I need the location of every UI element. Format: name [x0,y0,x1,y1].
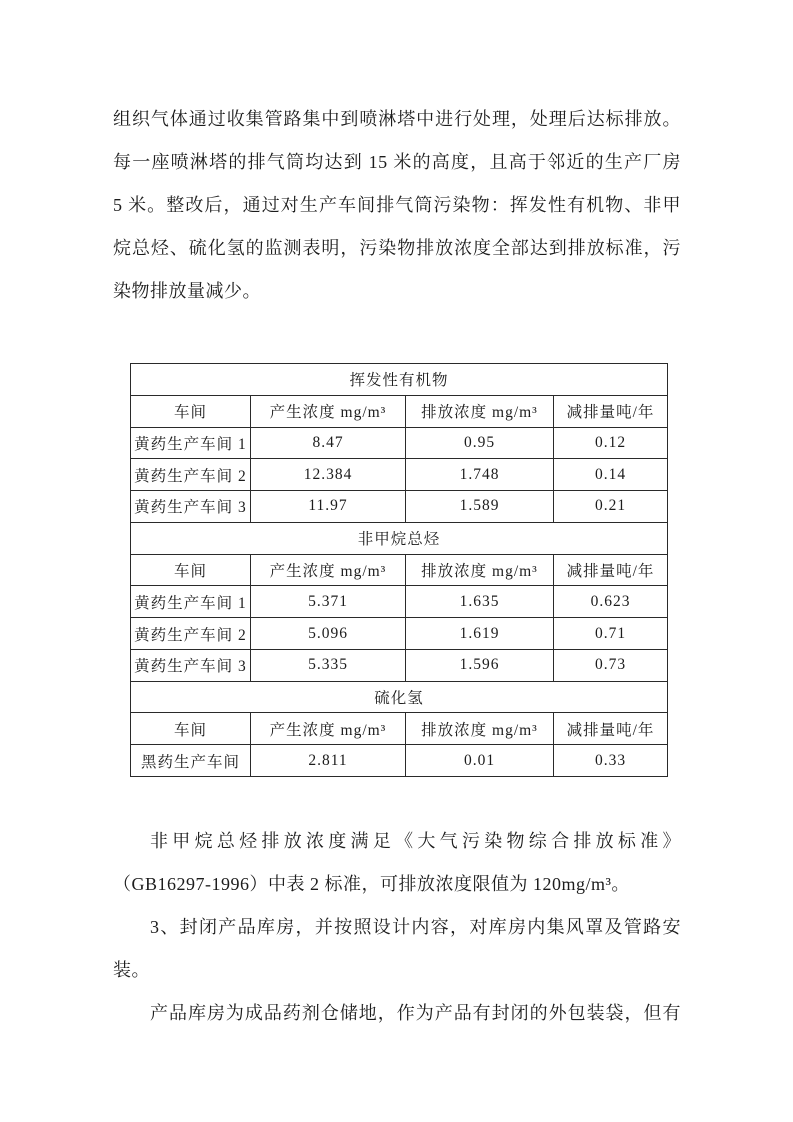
table-cell: 2.811 [251,745,406,777]
table-section-title: 非甲烷总烃 [131,522,668,554]
table-column-header: 车间 [131,554,251,586]
table-cell: 0.33 [554,745,668,777]
paragraph-line: 5 米。整改后，通过对生产车间排气筒污染物：挥发性有机物、非甲 [113,195,681,215]
table-cell: 0.14 [554,459,668,491]
table-column-header: 产生浓度 mg/m³ [251,713,406,745]
table-column-header: 产生浓度 mg/m³ [251,554,406,586]
table-cell: 黄药生产车间 1 [131,427,251,459]
table-header-row [131,554,668,586]
table-cell: 黄药生产车间 2 [131,459,251,491]
table-cell: 5.335 [251,649,406,681]
table-column-header: 排放浓度 mg/m³ [406,554,554,586]
table-cell: 12.384 [251,459,406,491]
paragraph-line: 非甲烷总烃排放浓度满足《大气污染物综合排放标准》 [150,831,681,851]
table-row [131,459,668,491]
paragraph-line: （GB16297-1996）中表 2 标准，可排放浓度限值为 120mg/m³。 [113,874,630,894]
table-cell: 5.096 [251,618,406,650]
paragraphs-bottom [113,820,681,1035]
paragraph-line: 装。 [113,960,150,980]
table-cell: 0.95 [406,427,554,459]
table-cell: 5.371 [251,586,406,618]
table-row [131,618,668,650]
table-header-row [131,713,668,745]
table-row [131,491,668,523]
paragraph-line: 烷总烃、硫化氢的监测表明，污染物排放浓度全部达到排放标准，污 [113,238,681,258]
table-row [131,745,668,777]
table-cell: 0.623 [554,586,668,618]
table-section-title-row [131,522,668,554]
table-cell: 1.748 [406,459,554,491]
table-header-row [131,395,668,427]
paragraph-line: 染物排放量减少。 [113,281,261,301]
table-row [131,427,668,459]
table-cell: 黄药生产车间 3 [131,649,251,681]
table-section-title-row [131,364,668,396]
table-column-header: 排放浓度 mg/m³ [406,713,554,745]
paragraph-line: 3、封闭产品库房，并按照设计内容，对库房内集风罩及管路安 [150,917,681,937]
table-cell: 0.12 [554,427,668,459]
table-column-header: 减排量吨/年 [554,554,668,586]
table-cell: 0.71 [554,618,668,650]
table-cell: 0.21 [554,491,668,523]
table-cell: 黑药生产车间 [131,745,251,777]
table-cell: 0.01 [406,745,554,777]
paragraph-line: 每一座喷淋塔的排气筒均达到 15 米的高度，且高于邻近的生产厂房 [113,152,681,172]
table-cell: 1.635 [406,586,554,618]
table-section-title-row [131,681,668,713]
table-column-header: 车间 [131,395,251,427]
table-cell: 1.589 [406,491,554,523]
paragraph-line: 产品库房为成品药剂仓储地，作为产品有封闭的外包装袋，但有 [150,1003,681,1023]
table-cell: 1.619 [406,618,554,650]
table-cell: 11.97 [251,491,406,523]
table-cell: 8.47 [251,427,406,459]
table-column-header: 减排量吨/年 [554,395,668,427]
table-cell: 黄药生产车间 1 [131,586,251,618]
table-section-title: 挥发性有机物 [131,364,668,396]
table-column-header: 车间 [131,713,251,745]
table-column-header: 排放浓度 mg/m³ [406,395,554,427]
table-row [131,586,668,618]
table-column-header: 减排量吨/年 [554,713,668,745]
table-section-title: 硫化氢 [131,681,668,713]
emissions-table [130,363,668,777]
table-column-header: 产生浓度 mg/m³ [251,395,406,427]
table-cell: 0.73 [554,649,668,681]
paragraph-line: 组织气体通过收集管路集中到喷淋塔中进行处理，处理后达标排放。 [113,109,681,129]
table-cell: 黄药生产车间 3 [131,491,251,523]
table-row [131,649,668,681]
table-cell: 1.596 [406,649,554,681]
table-cell: 黄药生产车间 2 [131,618,251,650]
paragraph-top [113,98,681,313]
